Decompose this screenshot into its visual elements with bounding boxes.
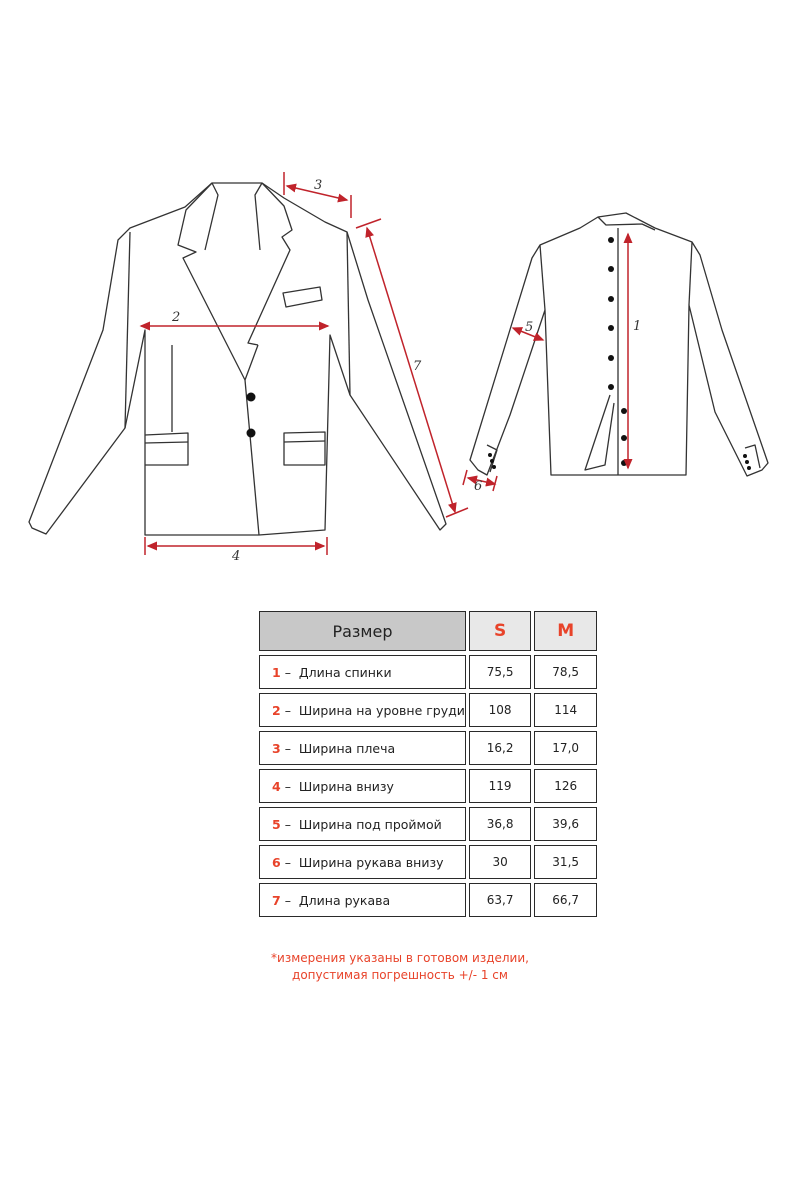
row-value-m: 31,5 [534,845,597,879]
front-sleeve-seam-left [125,232,130,428]
row-dash: – [284,854,291,870]
measurement-footnote [0,950,800,984]
back-button [621,460,627,466]
row-name: Ширина внизу [298,778,394,794]
row-number: 7 [272,892,281,908]
size-header-m: M [534,611,597,651]
back-button [621,435,627,441]
row-value-s: 16,2 [469,731,532,765]
row-number: 2 [272,702,281,718]
row-dash: – [284,664,291,680]
row-value-s: 108 [469,693,532,727]
table-row [259,807,597,841]
left-pocket-line [145,442,188,443]
size-table [259,607,597,921]
back-button [608,384,614,390]
row-value-m: 66,7 [534,883,597,917]
front-neck-inner-right [255,183,262,250]
dim-label-2: 2 [172,310,181,325]
back-dimensions [463,234,628,491]
back-view [470,213,768,476]
table-row [259,769,597,803]
back-body-outline [470,213,768,476]
front-view [29,183,446,535]
row-dash: – [284,816,291,832]
front-body-outline [29,183,446,535]
row-name: Ширина плеча [298,740,396,756]
size-header-label: Размер [259,611,466,651]
row-name: Длина спинки [298,664,392,680]
row-label [259,883,466,917]
back-button [608,355,614,361]
cuff-button [492,465,496,469]
back-sleeve-seam-right [689,242,692,305]
row-value-s: 63,7 [469,883,532,917]
dim-label-4: 4 [232,549,241,564]
row-dash: – [284,892,291,908]
row-name: Ширина под проймой [298,816,442,832]
dim-tick-7b [446,508,468,517]
dim-line-7 [367,228,455,512]
cuff-button [488,453,492,457]
dim-label-5: 5 [525,320,534,335]
back-button [621,408,627,414]
row-number: 4 [272,778,281,794]
front-button-2 [247,429,256,438]
front-sleeve-seam-right [347,232,350,395]
row-value-m: 114 [534,693,597,727]
cuff-button [747,466,751,470]
row-label [259,655,466,689]
back-button [608,237,614,243]
row-dash: – [284,740,291,756]
dim-label-7: 7 [413,359,422,374]
row-number: 1 [272,664,281,680]
row-name: Длина рукава [298,892,391,908]
front-neck-inner [205,183,218,250]
row-value-s: 75,5 [469,655,532,689]
back-cuff-right [745,445,760,468]
cuff-button [490,459,494,463]
table-row [259,655,597,689]
back-button [608,296,614,302]
row-value-m: 17,0 [534,731,597,765]
row-value-s: 119 [469,769,532,803]
table-row [259,845,597,879]
dim-label-6: 6 [474,479,483,494]
dim-label-3: 3 [314,178,323,193]
row-number: 5 [272,816,281,832]
cuff-button [743,454,747,458]
dim-tick-6a [463,470,467,485]
row-dash: – [284,702,291,718]
row-number: 3 [272,740,281,756]
row-label [259,807,466,841]
row-value-m: 126 [534,769,597,803]
right-pocket-line [284,441,325,442]
breast-pocket [283,287,322,307]
footnote-line-2: допустимая погрешность +/- 1 см [292,968,508,982]
right-pocket-flap [284,432,325,465]
size-table-header [259,611,597,651]
row-value-m: 78,5 [534,655,597,689]
row-name: Ширина на уровне груди [298,702,465,718]
row-value-s: 30 [469,845,532,879]
back-button [608,325,614,331]
dim-tick-7a [356,219,381,228]
footnote-line-1: *измерения указаны в готовом изделии, [271,951,529,965]
row-value-m: 39,6 [534,807,597,841]
table-row [259,883,597,917]
table-row [259,731,597,765]
jacket-diagram [0,0,800,580]
size-header-s: S [469,611,532,651]
front-center-line [245,380,259,535]
row-dash: – [284,778,291,794]
table-row [259,693,597,727]
front-right-lapel [248,183,292,345]
row-name: Ширина рукава внизу [298,854,444,870]
row-label [259,731,466,765]
front-button-1 [247,393,256,402]
cuff-button [745,460,749,464]
row-label [259,693,466,727]
row-label [259,845,466,879]
row-label [259,769,466,803]
back-vent [585,395,614,470]
back-button [608,266,614,272]
row-value-s: 36,8 [469,807,532,841]
left-pocket-flap [145,433,188,465]
row-number: 6 [272,854,281,870]
front-left-lapel [178,183,258,380]
back-sleeve-seam-left [540,245,545,310]
dim-label-1: 1 [633,319,642,334]
